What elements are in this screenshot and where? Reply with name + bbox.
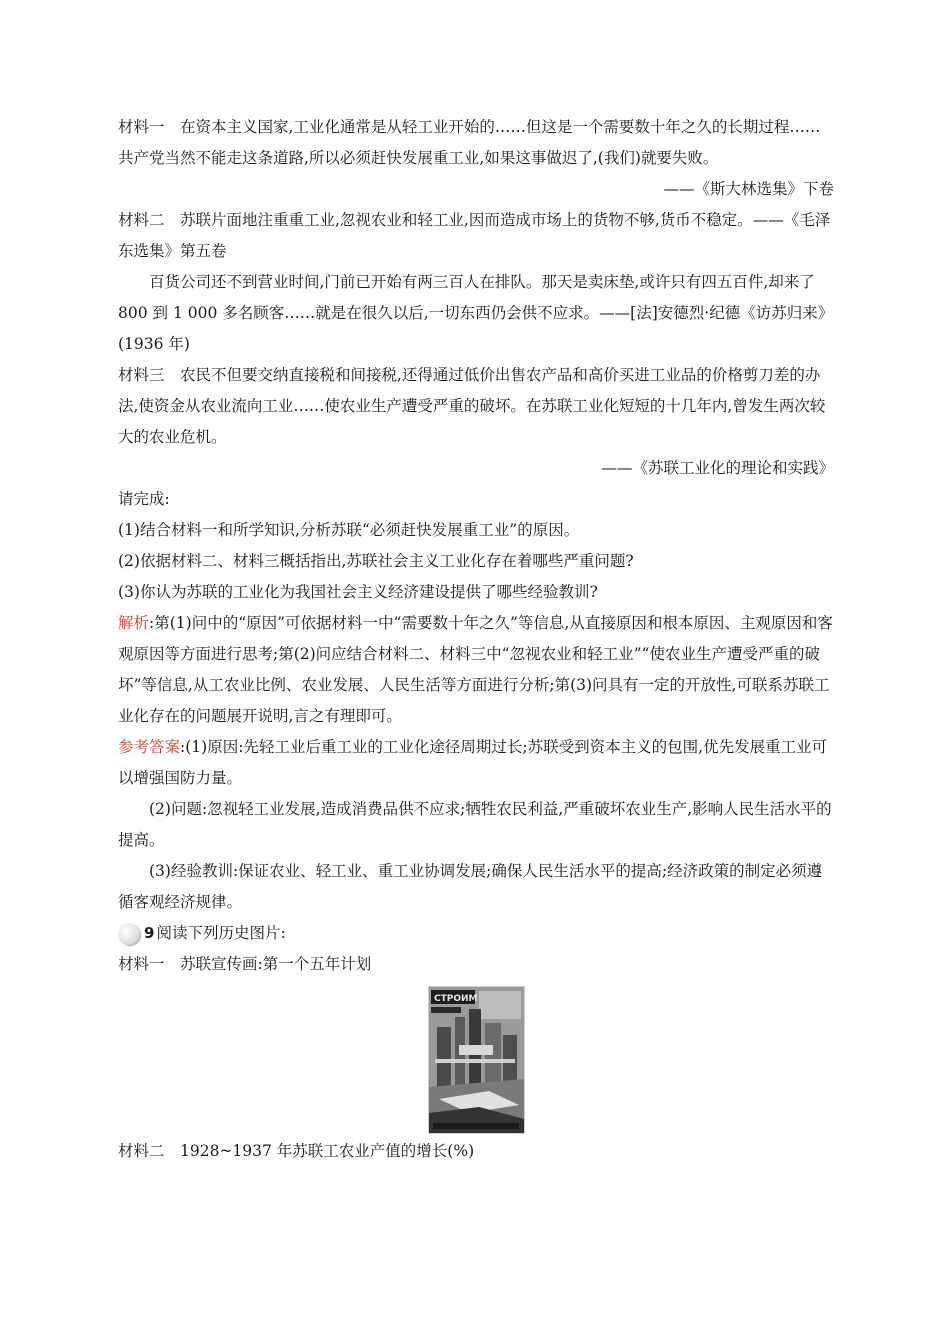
question-3: (3)你认为苏联的工业化为我国社会主义经济建设提供了哪些经验教训? bbox=[118, 583, 598, 601]
material2-text: 材料二 苏联片面地注重重工业,忽视农业和轻工业,因而造成市场上的货物不够,货币不稳定。——《毛泽东选集》第五卷 bbox=[118, 211, 831, 260]
prompt-text: 请完成: bbox=[118, 490, 170, 508]
material3-text: 材料三 农民不但要交纳直接税和间接税,还得通过低价出售农产品和高价买进工业品的价格剪刀差的办法,使资金从农业流向工业……使农业生产遭受严重的破坏。在苏联工业化短短的十几年内,曾发生两次较大的农业危机。 bbox=[118, 366, 826, 446]
material1-text: 材料一 在资本主义国家,工业化通常是从轻工业开始的……但这是一个需要数十年之久的长期过程……共产党当然不能走这条道路,所以必须赶快发展重工业,如果这事做迟了,(我们)就要失败。 bbox=[118, 118, 821, 167]
analysis-text: :第(1)问中的“原因”可依据材料一中“需要数十年之久”等信息,从直接原因和根本原因、主观原因和客观原因等方面进行思考;第(2)问应结合材料二、材料三中“忽视农业和轻工业”“使农业生产遭受严重的破坏”等信息,从工农业比例、农业发展、人民生活等方面进行分析;第(3)问具有一定的开放性,可联系苏联工业化存在的问题展开说明,言之有理即可。 bbox=[118, 614, 833, 725]
material2-para2: 百货公司还不到营业时间,门前已开始有两三百人在排队。那天是卖床垫,或许只有四五百件,却来了 800 到 1 000 多名顾客……就是在很久以后,一切东西仍会供不应求。——[法]安德烈·纪德《访苏归来》(1936 年) bbox=[118, 273, 834, 353]
answer-text-3: (3)经验教训:保证农业、轻工业、重工业协调发展;确保人民生活水平的提高;经济政策的制定必须遵循客观经济规律。 bbox=[118, 862, 823, 911]
poster-container bbox=[118, 986, 834, 1134]
answer-label: 参考答案 bbox=[118, 738, 181, 756]
question-1: (1)结合材料一和所学知识,分析苏联“必须赶快发展重工业”的原因。 bbox=[118, 521, 580, 539]
answer-block bbox=[118, 732, 834, 794]
material1-source: ——《斯大林选集》下卷 bbox=[663, 180, 834, 198]
q9-material1: 材料一 苏联宣传画:第一个五年计划 bbox=[118, 955, 372, 973]
analysis-block bbox=[118, 608, 834, 732]
answer-text-1: :(1)原因:先轻工业后重工业的工业化途径周期过长;苏联受到资本主义的包围,优先发展重工业可以增强国防力量。 bbox=[118, 738, 828, 787]
propaganda-poster-image bbox=[428, 986, 525, 1134]
question-9-header bbox=[118, 918, 834, 949]
analysis-label: 解析 bbox=[118, 614, 150, 632]
q9-material2: 材料二 1928~1937 年苏联工农业产值的增长(%) bbox=[118, 1142, 475, 1160]
material3-source: ——《苏联工业化的理论和实践》 bbox=[601, 459, 834, 477]
poster-heading: СТРОИМ bbox=[433, 994, 477, 1004]
question-bubble-icon bbox=[118, 923, 140, 945]
question-9-title: 阅读下列历史图片: bbox=[156, 924, 286, 942]
poster-illustration bbox=[429, 987, 524, 1133]
answer-text-2: (2)问题:忽视轻工业发展,造成消费品供不应求;牺牲农民利益,严重破坏农业生产,影响人民生活水平的提高。 bbox=[118, 800, 832, 849]
question-2: (2)依据材料二、材料三概括指出,苏联社会主义工业化存在着哪些严重问题? bbox=[118, 552, 634, 570]
document-page bbox=[118, 112, 834, 1167]
question-9-number: 9 bbox=[144, 924, 155, 942]
